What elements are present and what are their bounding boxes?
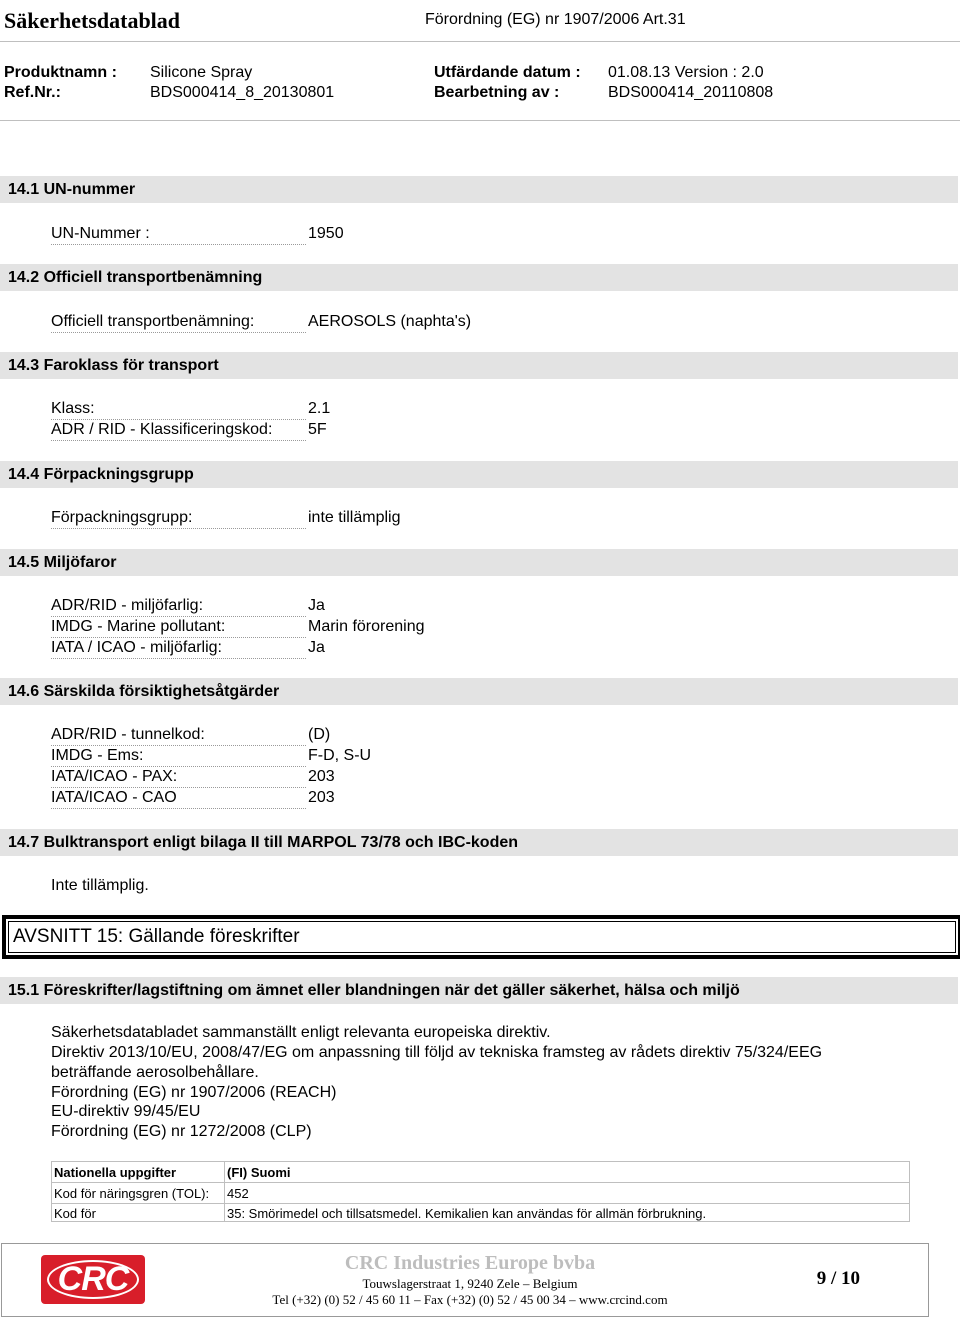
national-info-table (51, 1161, 910, 1222)
crc-logo (41, 1255, 145, 1304)
section-15-banner (2, 915, 960, 959)
iata-env-label: IATA / ICAO - miljöfarlig: (51, 638, 306, 659)
section-15-title: AVSNITT 15: Gällande föreskrifter (8, 921, 956, 953)
table-row (52, 1183, 910, 1204)
regulation-line: EU-direktiv 99/45/EU (51, 1103, 201, 1120)
section-14-6-heading: 14.6 Särskilda försiktighetsåtgärder (0, 678, 958, 705)
processing-value: BDS000414_20110808 (608, 84, 774, 101)
shipping-name-value: AEROSOLS (naphta's) (308, 313, 472, 330)
iata-pax-label: IATA/ICAO - PAX: (51, 767, 306, 788)
imdg-ems-label: IMDG - Ems: (51, 746, 306, 767)
document-title: Säkerhetsdatablad (4, 8, 181, 33)
company-address: Touwslagerstraat 1, 9240 Zele – Belgium (362, 1276, 578, 1291)
usage-code-value: 35: Smörimedel och tillsatsmedel. Kemikalien kan användas för allmän förbrukning. (225, 1204, 910, 1222)
packing-group-value: inte tillämplig (308, 509, 401, 526)
table-row (52, 1204, 910, 1222)
page-number: 9 / 10 (816, 1268, 860, 1289)
iata-env-value: Ja (308, 639, 325, 656)
section-14-2-heading: 14.2 Officiell transportbenämning (0, 264, 958, 291)
un-number-label: UN-Nummer : (51, 224, 306, 245)
regulation-line: Direktiv 2013/10/EU, 2008/47/EG om anpassning till följd av tekniska framsteg av rådets direktiv 75/324/EEG (51, 1044, 823, 1061)
classification-code-label: ADR / RID - Klassificeringskod: (51, 420, 306, 441)
adr-env-value: Ja (308, 597, 325, 614)
regulation-line: Säkerhetsdatabladet sammanställt enligt relevanta europeiska direktiv. (51, 1024, 551, 1041)
iata-cao-label: IATA/ICAO - CAO (51, 788, 306, 809)
section-14-4-heading: 14.4 Förpackningsgrupp (0, 461, 958, 488)
classification-code-value: 5F (308, 421, 327, 438)
product-name-value: Silicone Spray (150, 64, 253, 81)
regulation-reference: Förordning (EG) nr 1907/2006 Art.31 (425, 11, 686, 28)
ref-number-label: Ref.Nr.: (4, 84, 61, 101)
meta-divider (0, 120, 960, 121)
regulation-line: beträffande aerosolbehållare. (51, 1064, 259, 1081)
issue-date-label: Utfärdande datum : (434, 64, 581, 81)
bulk-transport-text: Inte tillämplig. (51, 877, 149, 894)
section-14-7-heading: 14.7 Bulktransport enligt bilaga II till MARPOL 73/78 och IBC-koden (0, 829, 958, 856)
company-name: CRC Industries Europe bvba (344, 1252, 596, 1274)
imdg-pollutant-value: Marin förorening (308, 618, 425, 635)
country-header: (FI) Suomi (225, 1162, 910, 1183)
industry-code-label: Kod för näringsgren (TOL): (52, 1183, 225, 1204)
iata-pax-value: 203 (308, 768, 335, 785)
tunnel-code-value: (D) (308, 726, 331, 743)
section-14-3-heading: 14.3 Faroklass för transport (0, 352, 958, 379)
ref-number-value: BDS000414_8_20130801 (150, 84, 335, 101)
class-value: 2.1 (308, 400, 331, 417)
section-15-1-heading: 15.1 Föreskrifter/lagstiftning om ämnet eller blandningen när det gäller säkerhet, hälsa och miljö (0, 977, 958, 1004)
iata-cao-value: 203 (308, 789, 335, 806)
usage-code-label: Kod för (52, 1204, 225, 1222)
section-14-1-heading: 14.1 UN-nummer (0, 176, 958, 203)
section-14-5-heading: 14.5 Miljöfaror (0, 549, 958, 576)
packing-group-label: Förpackningsgrupp: (51, 508, 306, 529)
company-contact: Tel (+32) (0) 52 / 45 60 11 – Fax (+32) (0) 52 / 45 00 34 – www.crcind.com (272, 1292, 668, 1307)
table-row (52, 1162, 910, 1183)
regulation-line: Förordning (EG) nr 1272/2008 (CLP) (51, 1123, 312, 1140)
product-name-label: Produktnamn : (4, 64, 117, 81)
imdg-ems-value: F-D, S-U (308, 747, 372, 764)
industry-code-value: 452 (225, 1183, 910, 1204)
regulation-line: Förordning (EG) nr 1907/2006 (REACH) (51, 1084, 337, 1101)
tunnel-code-label: ADR/RID - tunnelkod: (51, 725, 306, 746)
un-number-value: 1950 (308, 225, 344, 242)
header-divider (0, 41, 960, 42)
issue-date-value: 01.08.13 Version : 2.0 (608, 64, 764, 81)
processing-label: Bearbetning av : (434, 84, 560, 101)
class-label: Klass: (51, 399, 306, 420)
imdg-pollutant-label: IMDG - Marine pollutant: (51, 617, 306, 638)
adr-env-label: ADR/RID - miljöfarlig: (51, 596, 306, 617)
national-info-header: Nationella uppgifter (52, 1162, 225, 1183)
shipping-name-label: Officiell transportbenämning: (51, 312, 306, 333)
logo-text: CRC (57, 1260, 129, 1298)
